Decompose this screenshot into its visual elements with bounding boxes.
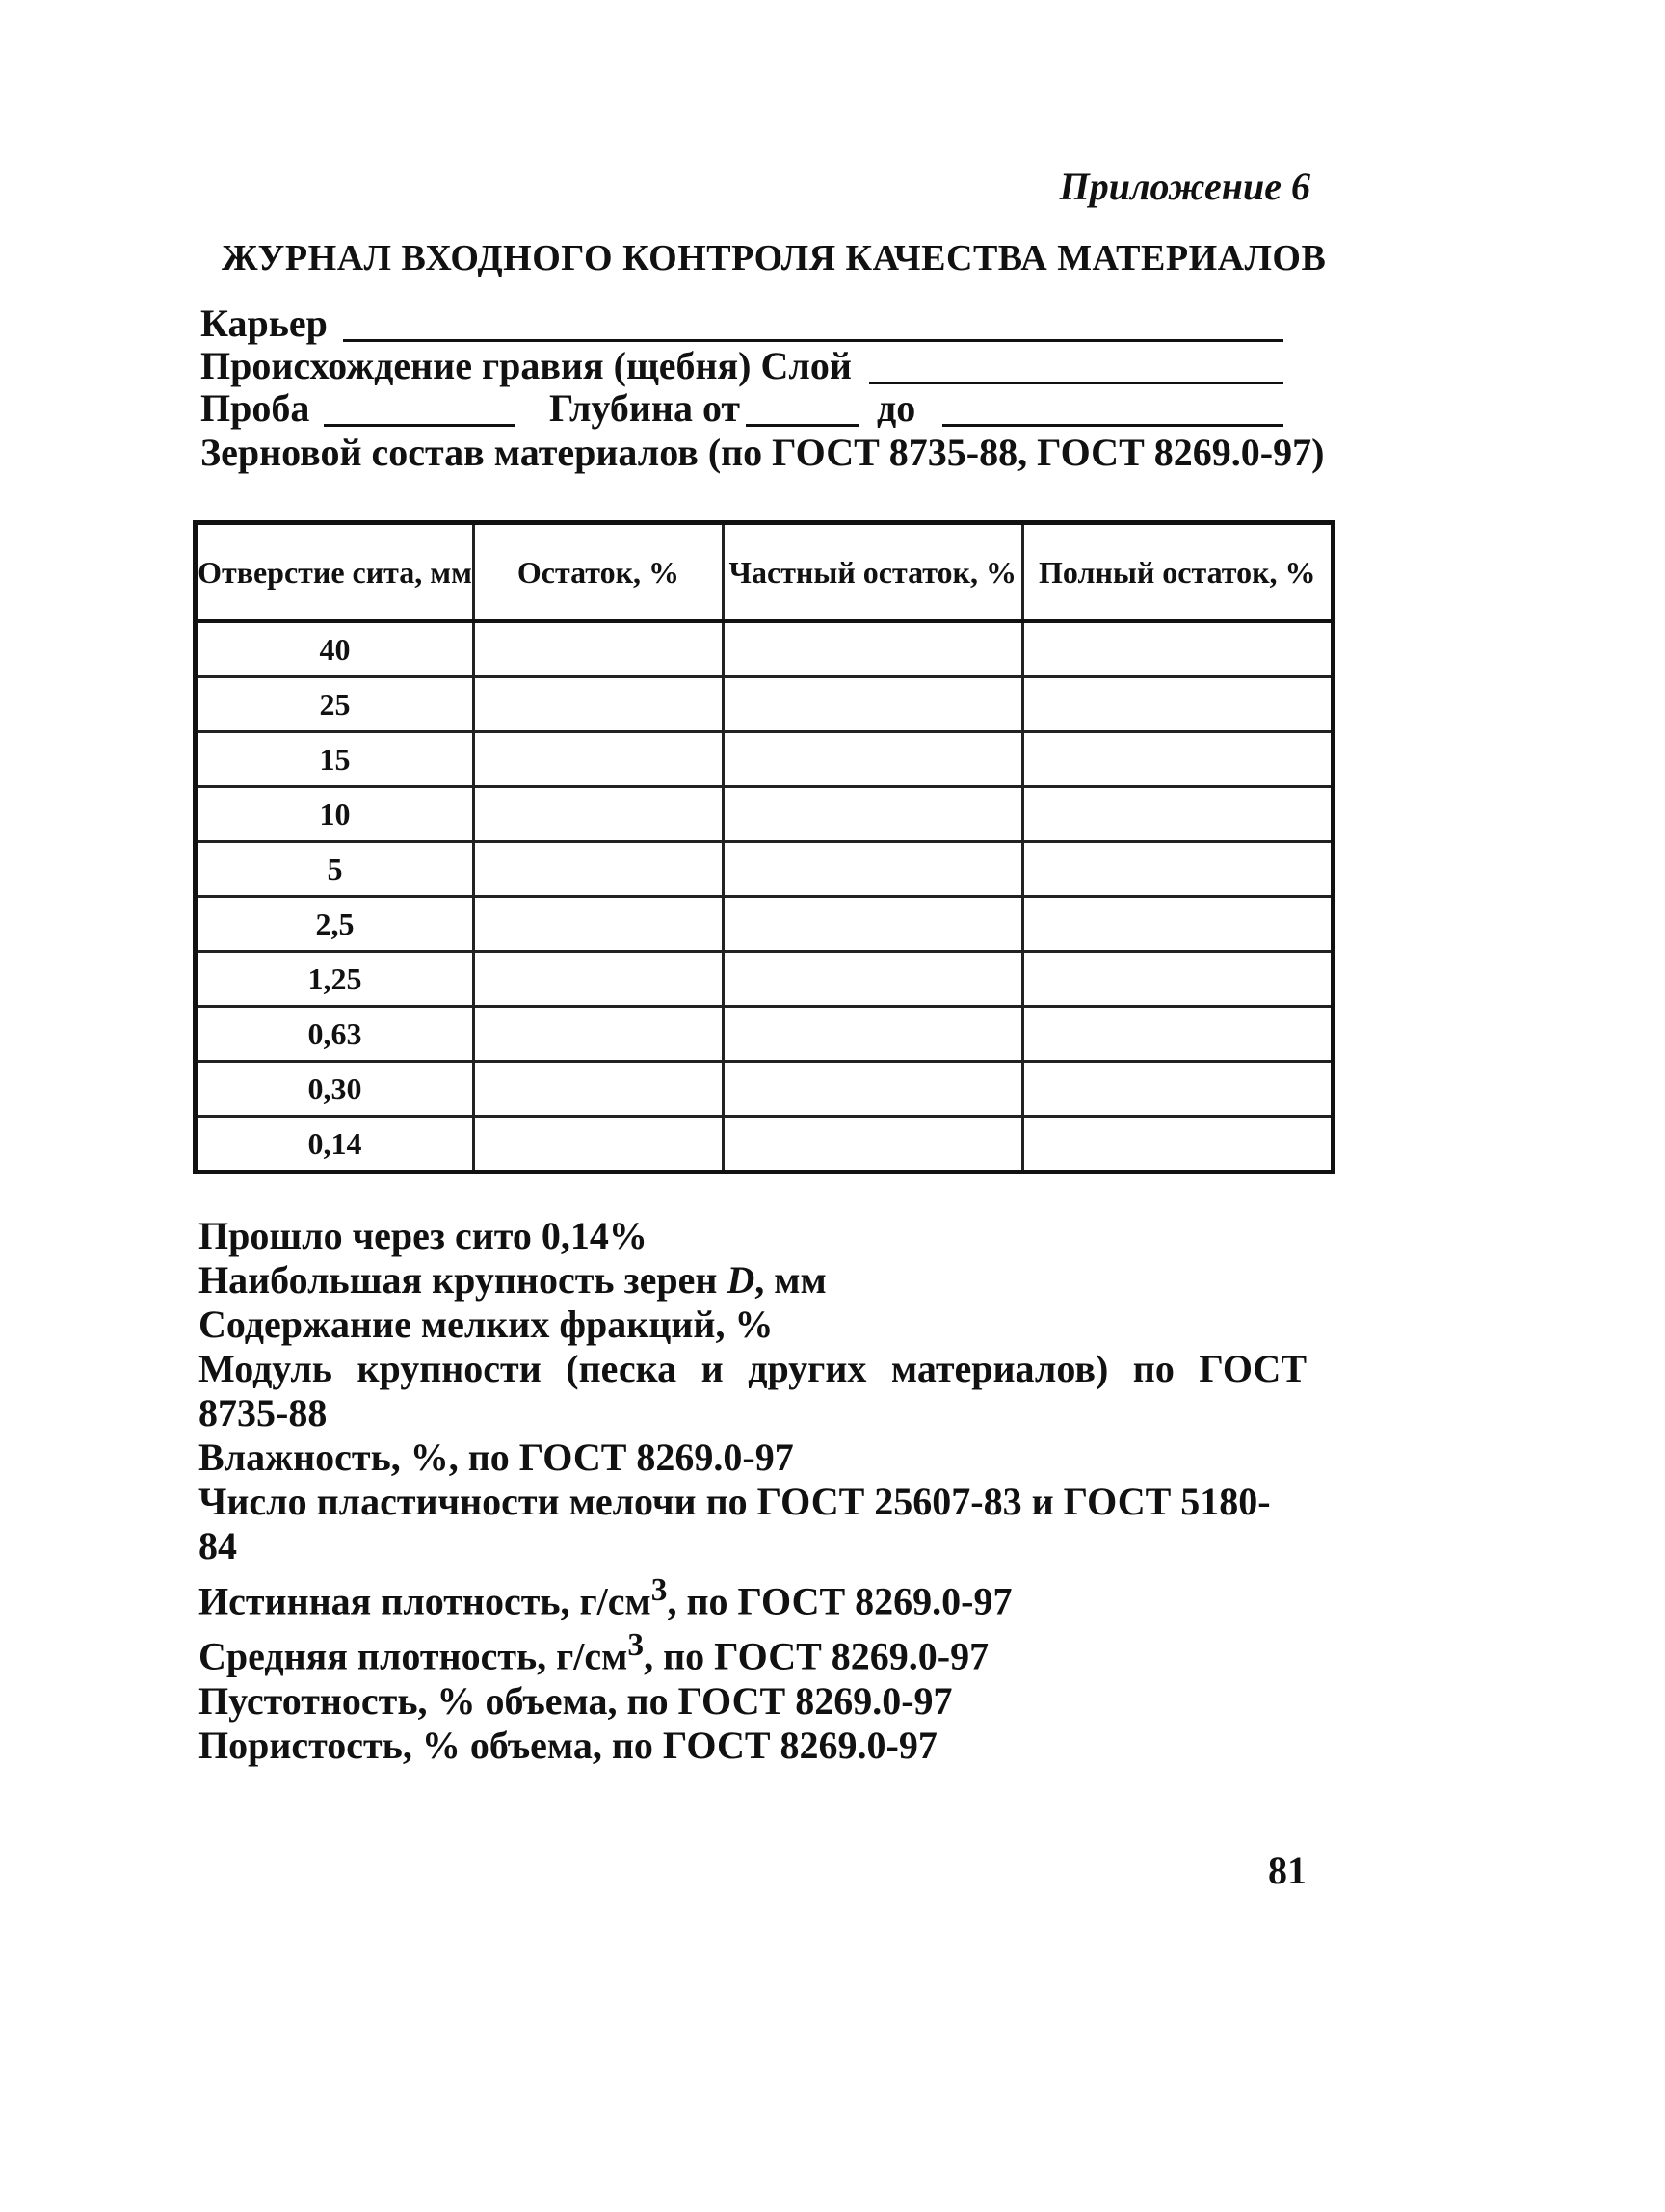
full-residue-cell[interactable]	[1022, 952, 1333, 1007]
partial-residue-cell[interactable]	[723, 677, 1022, 732]
residue-cell[interactable]	[473, 1062, 723, 1117]
table-header-row	[196, 523, 1334, 622]
partial-residue-cell[interactable]	[723, 952, 1022, 1007]
sieve-size-cell: 40	[196, 621, 474, 677]
sieve-size-cell: 0,63	[196, 1007, 474, 1062]
fineness-modulus-standard: 8735-88	[198, 1391, 328, 1435]
layer-blank	[869, 382, 1283, 384]
table-row	[196, 1007, 1334, 1062]
residue-cell[interactable]	[473, 1007, 723, 1062]
mean-density	[198, 1623, 1307, 1678]
properties-list	[198, 1214, 1307, 1768]
sieve-size-cell: 5	[196, 842, 474, 897]
quarry-label: Карьер	[200, 302, 328, 345]
partial-residue-cell[interactable]	[723, 1007, 1022, 1062]
sieve-size-cell: 1,25	[196, 952, 474, 1007]
partial-residue-cell[interactable]	[723, 897, 1022, 952]
mean-density-suffix: , по ГОСТ 8269.0-97	[644, 1634, 990, 1678]
residue-cell[interactable]	[473, 1117, 723, 1172]
origin-label: Происхождение гравия (щебня) Слой	[200, 344, 852, 387]
appendix-label: Приложение 6	[1059, 165, 1310, 208]
mean-density-prefix: Средняя плотность, г/см	[198, 1634, 628, 1678]
residue-cell[interactable]	[473, 787, 723, 842]
partial-residue-cell[interactable]	[723, 787, 1022, 842]
full-residue-cell[interactable]	[1022, 621, 1333, 677]
quarry-blank	[343, 339, 1283, 342]
max-size-prefix: Наибольшая крупность зерен	[198, 1258, 727, 1302]
table-row	[196, 621, 1334, 677]
full-residue-cell[interactable]	[1022, 677, 1333, 732]
fineness-modulus: Модуль крупности (песка и других материалов) по ГОСТ	[198, 1347, 1307, 1390]
mean-density-exponent: 3	[627, 1627, 645, 1664]
sieve-size-cell: 0,30	[196, 1062, 474, 1117]
sieve-size-cell: 25	[196, 677, 474, 732]
header-full-residue: Полный остаток, %	[1022, 523, 1333, 622]
full-residue-cell[interactable]	[1022, 1117, 1333, 1172]
porosity: Пористость, % объема, по ГОСТ 8269.0-97	[198, 1723, 938, 1767]
true-density-suffix: , по ГОСТ 8269.0-97	[667, 1579, 1013, 1623]
table-row	[196, 952, 1334, 1007]
residue-cell[interactable]	[473, 621, 723, 677]
table-row	[196, 787, 1334, 842]
sample-label: Проба	[200, 386, 310, 430]
passed-through-sieve: Прошло через сито 0,14%	[198, 1214, 648, 1257]
sieve-size-cell: 10	[196, 787, 474, 842]
partial-residue-cell[interactable]	[723, 842, 1022, 897]
table-row	[196, 732, 1334, 787]
table-row	[196, 842, 1334, 897]
residue-cell[interactable]	[473, 732, 723, 787]
sieve-size-cell: 15	[196, 732, 474, 787]
partial-residue-cell[interactable]	[723, 1062, 1022, 1117]
page-title: ЖУРНАЛ ВХОДНОГО КОНТРОЛЯ КАЧЕСТВА МАТЕРИАЛОВ	[222, 238, 1327, 278]
voidness: Пустотность, % объема, по ГОСТ 8269.0-97	[198, 1678, 953, 1723]
depth-to-label: до	[877, 386, 916, 430]
table-row	[196, 677, 1334, 732]
full-residue-cell[interactable]	[1022, 732, 1333, 787]
residue-cell[interactable]	[473, 952, 723, 1007]
header-partial-residue: Частный остаток, %	[723, 523, 1022, 622]
true-density	[198, 1568, 1307, 1623]
true-density-exponent: 3	[650, 1572, 668, 1608]
grain-composition-table	[193, 520, 1335, 1174]
partial-residue-cell[interactable]	[723, 1117, 1022, 1172]
sample-blank	[324, 424, 515, 427]
depth-from-label: Глубина от	[549, 386, 741, 430]
sieve-size-cell: 2,5	[196, 897, 474, 952]
table-row	[196, 1062, 1334, 1117]
fines-content: Содержание мелких фракций, %	[198, 1303, 774, 1346]
sieve-size-cell: 0,14	[196, 1117, 474, 1172]
depth-from-blank	[746, 424, 859, 427]
residue-cell[interactable]	[473, 677, 723, 732]
page-number: 81	[1268, 1849, 1307, 1892]
table-row	[196, 1117, 1334, 1172]
residue-cell[interactable]	[473, 842, 723, 897]
true-density-prefix: Истинная плотность, г/см	[198, 1579, 651, 1623]
table-row	[196, 897, 1334, 952]
header-sieve-opening: Отверстие сита, мм	[196, 523, 474, 622]
full-residue-cell[interactable]	[1022, 787, 1333, 842]
partial-residue-cell[interactable]	[723, 732, 1022, 787]
depth-to-blank	[942, 424, 1283, 427]
full-residue-cell[interactable]	[1022, 897, 1333, 952]
full-residue-cell[interactable]	[1022, 842, 1333, 897]
max-grain-size	[198, 1258, 1307, 1303]
max-size-suffix: , мм	[754, 1258, 827, 1302]
moisture: Влажность, %, по ГОСТ 8269.0-97	[198, 1435, 794, 1479]
composition-label: Зерновой состав материалов (по ГОСТ 8735-88, ГОСТ 8269.0-97)	[200, 431, 1325, 474]
residue-cell[interactable]	[473, 897, 723, 952]
full-residue-cell[interactable]	[1022, 1062, 1333, 1117]
max-size-variable: D	[727, 1258, 755, 1302]
header-residue: Остаток, %	[473, 523, 723, 622]
full-residue-cell[interactable]	[1022, 1007, 1333, 1062]
partial-residue-cell[interactable]	[723, 621, 1022, 677]
plasticity-index: Число пластичности мелочи по ГОСТ 25607-83 и ГОСТ 5180-84	[198, 1480, 1271, 1567]
